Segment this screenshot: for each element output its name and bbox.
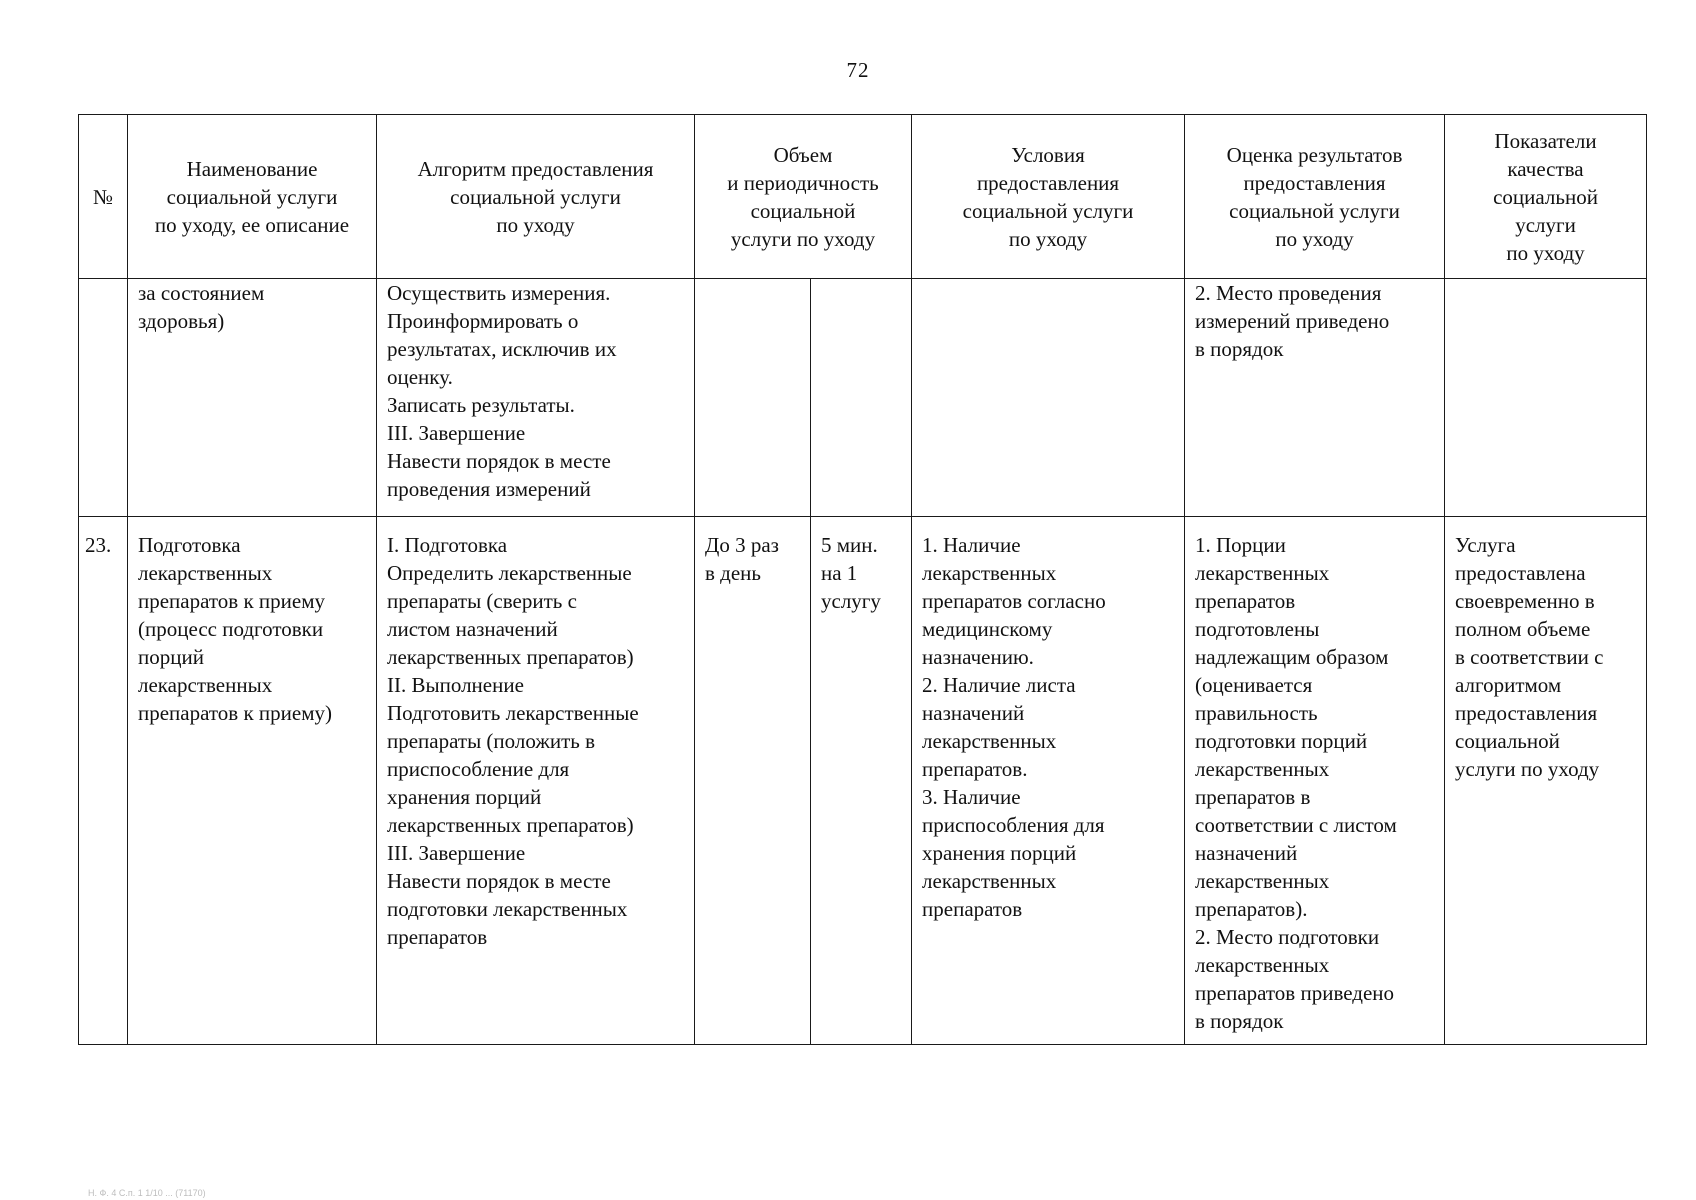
- header-service-name: Наименование социальной услуги по уходу, ее описание: [128, 115, 377, 279]
- row-quality: [1445, 279, 1647, 517]
- row-evaluation: 1. Порции лекарственных препаратов подготовлены надлежащим образом (оценивается правильность подготовки порций лекарственных препаратов в соответствии с листом назначений лекарственных препаратов). 2. Место подготовки лекарственных препаратов приведено в порядок: [1185, 517, 1445, 1045]
- row-volume-time: 5 мин. на 1 услугу: [811, 517, 912, 1045]
- header-conditions: Условия предоставления социальной услуги по уходу: [912, 115, 1185, 279]
- row-volume-time: [811, 279, 912, 517]
- table-header-row: [79, 115, 1647, 279]
- row-conditions: [912, 279, 1185, 517]
- row-service-name: Подготовка лекарственных препаратов к приему (процесс подготовки порций лекарственных препаратов к приему): [128, 517, 377, 1045]
- table-row: [79, 279, 1647, 517]
- table-row: [79, 517, 1647, 1045]
- row-algorithm: Осуществить измерения. Проинформировать о результатах, исключив их оценку. Записать результаты. III. Завершение Навести порядок в месте проведения измерений: [377, 279, 695, 517]
- row-num: 23.: [79, 517, 128, 1045]
- social-services-table: [78, 114, 1647, 1045]
- row-conditions: 1. Наличие лекарственных препаратов согласно медицинскому назначению. 2. Наличие листа назначений лекарственных препаратов. 3. Наличие приспособления для хранения порций лекарственных препаратов: [912, 517, 1185, 1045]
- page-number: 72: [846, 58, 870, 82]
- row-volume-count: [695, 279, 811, 517]
- header-algorithm: Алгоритм предоставления социальной услуги по уходу: [377, 115, 695, 279]
- row-algorithm: I. Подготовка Определить лекарственные препараты (сверить с листом назначений лекарственных препаратов) II. Выполнение Подготовить лекарственные препараты (положить в приспособление для хранения порций лекарственных препаратов) III. Завершение Навести порядок в месте подготовки лекарственных препаратов: [377, 517, 695, 1045]
- header-volume: Объем и периодичность социальной услуги по уходу: [695, 115, 912, 279]
- row-num: [79, 279, 128, 517]
- row-volume-count: До 3 раз в день: [695, 517, 811, 1045]
- header-quality: Показатели качества социальной услуги по уходу: [1445, 115, 1647, 279]
- footer-document-code: Н. Ф. 4 С.п. 1 1/10 ... (71170): [88, 1188, 206, 1198]
- row-quality: Услуга предоставлена своевременно в полном объеме в соответствии с алгоритмом предоставления социальной услуги по уходу: [1445, 517, 1647, 1045]
- header-evaluation: Оценка результатов предоставления социальной услуги по уходу: [1185, 115, 1445, 279]
- row-evaluation: 2. Место проведения измерений приведено в порядок: [1185, 279, 1445, 517]
- row-service-name: за состоянием здоровья): [128, 279, 377, 517]
- header-num: №: [79, 115, 128, 279]
